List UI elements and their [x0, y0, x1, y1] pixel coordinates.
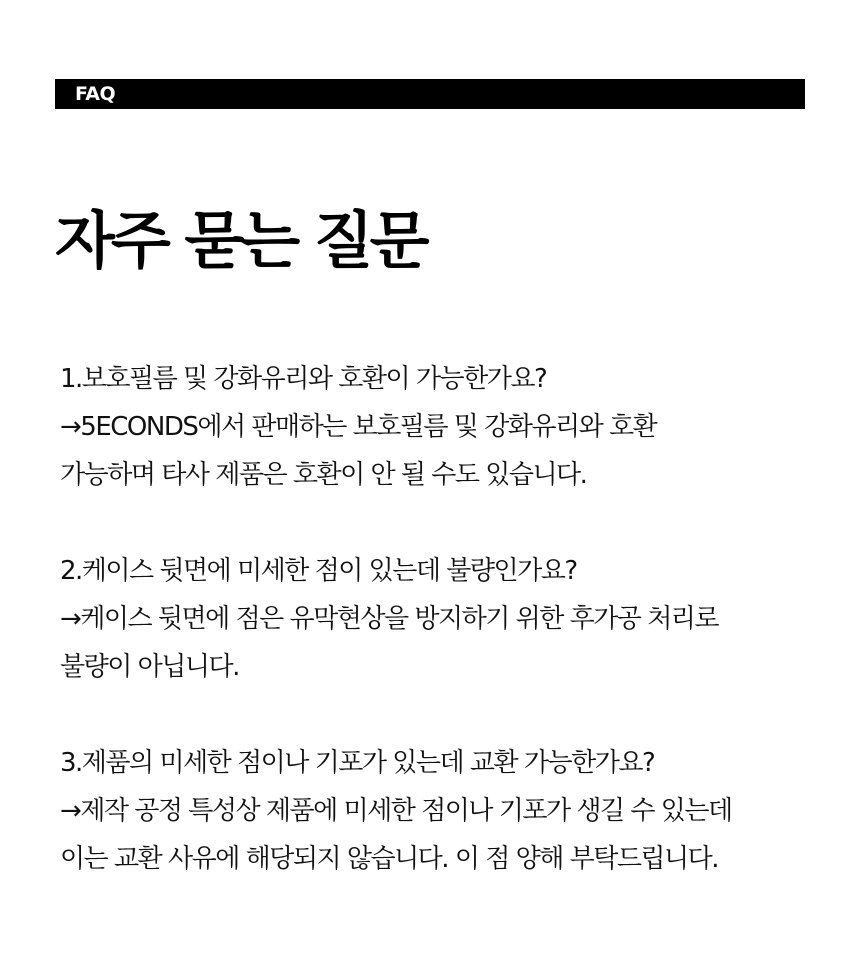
faq-answer-line: 이는 교환 사유에 해당되지 않습니다. 이 점 양해 부탁드립니다.	[60, 844, 719, 874]
faq-answer-line: →케이스 뒷면에 점은 유막현상을 방지하기 위한 후가공 처리로	[60, 604, 719, 634]
faq-list	[60, 355, 850, 931]
faq-answer-line: →5ECONDS에서 판매하는 보호필름 및 강화유리와 호환	[60, 412, 657, 442]
faq-question: 1.보호필름 및 강화유리와 호환이 가능한가요?	[60, 364, 547, 394]
page-title: 자주 묻는 질문	[55, 204, 426, 277]
faq-header-bar	[55, 79, 805, 109]
faq-item	[60, 739, 850, 883]
faq-item	[60, 547, 850, 691]
faq-item	[60, 355, 850, 499]
faq-answer-line: 가능하며 타사 제품은 호환이 안 될 수도 있습니다.	[60, 460, 587, 490]
faq-answer-line: 불량이 아닙니다.	[60, 652, 239, 682]
faq-question: 3.제품의 미세한 점이나 기포가 있는데 교환 가능한가요?	[60, 748, 655, 778]
faq-answer-line: →제작 공정 특성상 제품에 미세한 점이나 기포가 생길 수 있는데	[60, 796, 732, 826]
faq-badge-label: FAQ	[75, 83, 116, 105]
faq-question: 2.케이스 뒷면에 미세한 점이 있는데 불량인가요?	[60, 556, 577, 586]
